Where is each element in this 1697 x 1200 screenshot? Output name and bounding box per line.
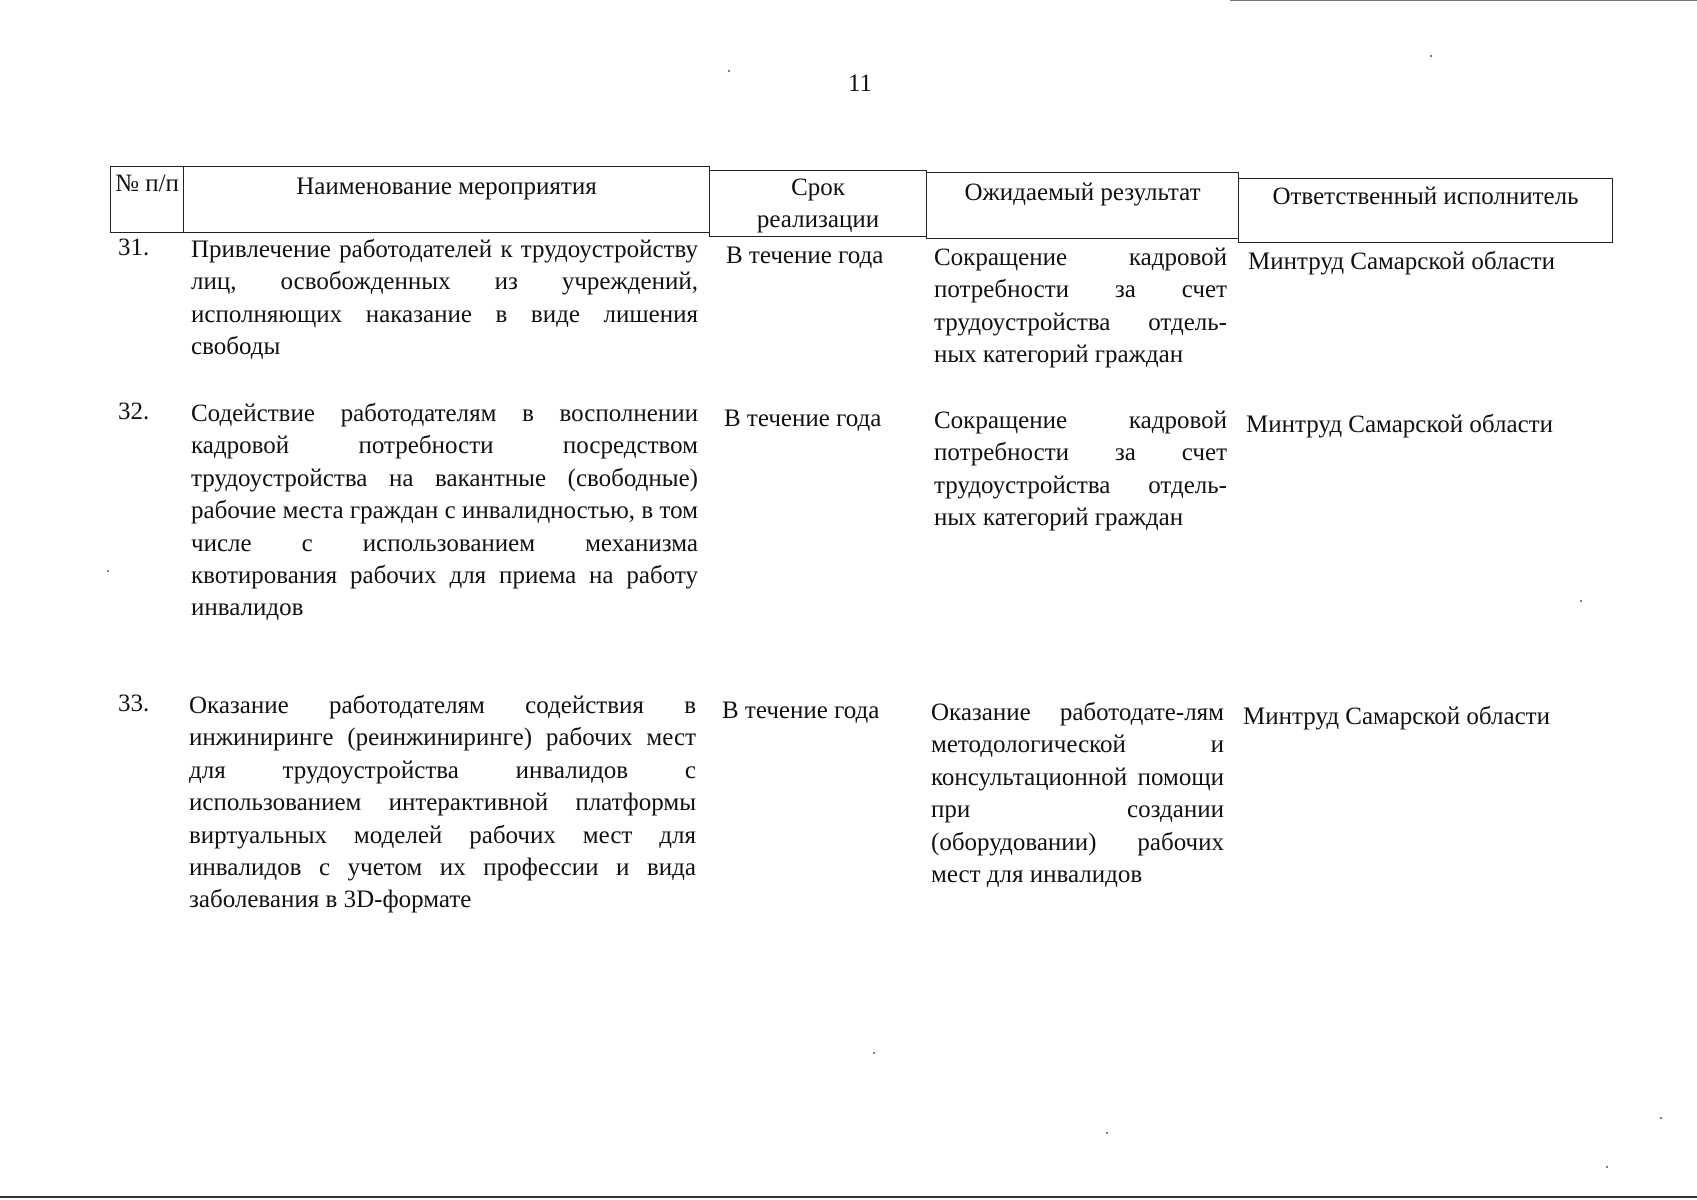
page-number: 11 [847,70,873,97]
row-31-num: 31. [118,234,150,261]
row-31-result: Сокращение кадровой потребности за счет трудоустройства отдель-ных категорий граждан [934,244,1227,369]
row-32-result: Сокращение кадровой потребности за счет трудоустройства отдель-ных категорий граждан [934,407,1227,532]
row-33-result: Оказание работодате-лям методологической и консультационной помощи при создании (оборудовании) рабочих мест для инвалидов [931,699,1224,889]
row-31-name: Привлечение работодателей к трудоустройству лиц, освобожденных из учреждений, исполняющих наказание в виде лишения свободы [191,236,698,361]
header-term: Срок реализации [709,170,927,237]
header-result: Ожидаемый результат [926,172,1239,239]
row-32-name: Содействие работодателям в восполнении кадровой потребности посредством трудоустройства на вакантные (свободные) рабочие места граждан с инвалидностью, в том числе с использованием механизма квотирования рабочих для приема на работу инвалидов [191,400,698,622]
scan-speck [1606,1166,1608,1168]
row-33-executor: Минтруд Самарской области [1243,703,1550,730]
scan-speck [1580,600,1582,602]
row-32-executor: Минтруд Самарской области [1246,411,1553,438]
header-executor: Ответственный исполнитель [1238,178,1613,243]
header-name: Наименование мероприятия [183,166,710,233]
row-33-num: 33. [118,690,150,717]
scan-speck [107,570,109,572]
scan-speck [728,70,730,72]
scan-speck [873,1052,875,1054]
row-31-executor: Минтруд Самарской области [1248,248,1555,275]
scan-speck [1660,1117,1662,1119]
header-num: № п/п [110,166,184,233]
row-33-term: В течение года [722,697,880,724]
row-32-num: 32. [118,398,150,425]
scan-speck [1430,55,1432,57]
scan-edge-line [0,1196,1697,1198]
row-32-term: В течение года [724,405,882,432]
scan-edge-line [1230,0,1697,1]
row-33-name: Оказание работодателям содействия в инжиниринге (реинжиниринге) рабочих мест для трудоустройства инвалидов с использованием интерактивной платформы виртуальных моделей рабочих мест для инвалидов с учетом их профессии и вида заболевания в 3D-формате [189,692,696,914]
row-31-term: В течение года [726,242,884,269]
scan-speck [1106,1132,1108,1134]
